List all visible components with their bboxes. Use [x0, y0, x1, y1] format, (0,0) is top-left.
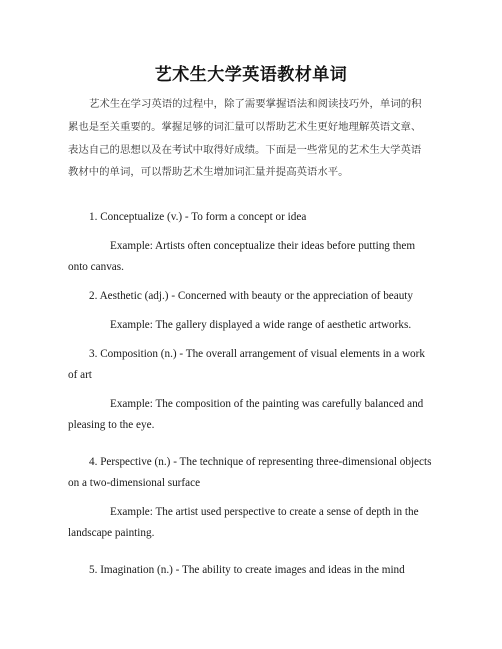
entry-term: 5. Imagination (n.) - The ability to create images and ideas in the mind	[89, 564, 405, 576]
vocab-entry-1	[68, 207, 434, 278]
page-title: 艺术生大学英语教材单词	[154, 65, 348, 85]
entry-term: 2. Aesthetic (adj.) - Concerned with beauty or the appreciation of beauty	[89, 290, 414, 302]
vocab-entry-4	[68, 452, 434, 544]
vocab-entry-3	[68, 344, 434, 436]
entry-term: 1. Conceptualize (v.) - To form a concept or idea	[89, 211, 307, 223]
entry-example: Example: Artists often conceptualize their ideas before putting them onto canvas.	[68, 240, 416, 273]
entry-example: Example: The artist used perspective to create a sense of depth in the landscape painting.	[68, 506, 419, 539]
entry-example: Example: The gallery displayed a wide range of aesthetic artworks.	[110, 319, 412, 331]
intro-paragraph: 艺术生在学习英语的过程中，除了需要掌握语法和阅读技巧外，单词的积累也是至关重要的。掌握足够的词汇量可以帮助艺术生更好地理解英语文章、表达自己的思想以及在考试中取得好成绩。下面是一些常见的艺术生大学英语教材中的单词，可以帮助艺术生增加词汇量并提高英语水平。	[68, 98, 422, 179]
entry-term: 4. Perspective (n.) - The technique of representing three-dimensional objects on a two-dimensional surface	[68, 456, 432, 489]
vocab-entry-5	[68, 560, 434, 581]
vocab-entry-2	[68, 286, 434, 336]
entry-example: Example: The composition of the painting was carefully balanced and pleasing to the eye.	[68, 398, 424, 431]
entry-term: 3. Composition (n.) - The overall arrangement of visual elements in a work of art	[68, 348, 425, 381]
